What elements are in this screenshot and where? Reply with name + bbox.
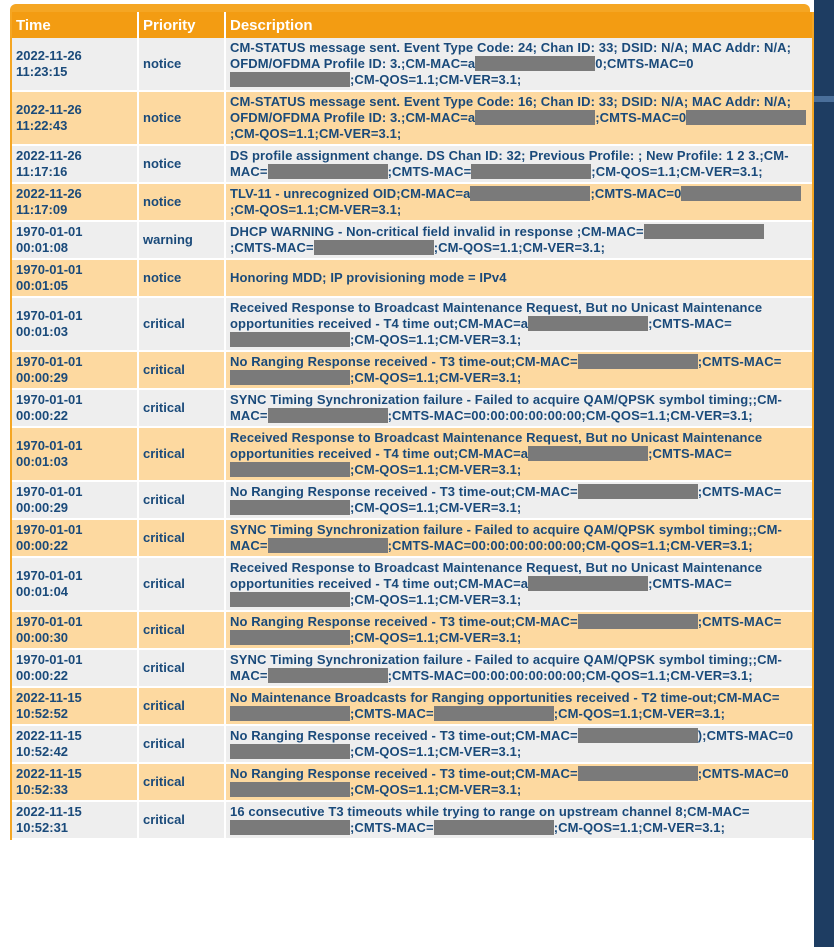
- table-row: [12, 146, 812, 184]
- cell-priority: notice: [139, 184, 226, 222]
- table-header-row: [12, 12, 812, 38]
- redacted-mac: [528, 316, 648, 331]
- cell-time: 1970-01-01 00:01:04: [12, 558, 139, 612]
- cell-description: SYNC Timing Synchronization failure - Failed to acquire QAM/QPSK symbol timing;;CM-MAC= ;CMTS-MAC=00:00:00:00:00:00;CM-QOS=1.1;CM-VER=3.1;: [226, 650, 812, 688]
- cell-time: 1970-01-01 00:00:22: [12, 390, 139, 428]
- table-row: [12, 764, 812, 802]
- cell-time: 2022-11-15 10:52:33: [12, 764, 139, 802]
- table-row: [12, 612, 812, 650]
- redacted-mac: [230, 744, 350, 759]
- cell-time: 2022-11-15 10:52:42: [12, 726, 139, 764]
- table-row: [12, 428, 812, 482]
- table-row: [12, 482, 812, 520]
- cell-description: No Ranging Response received - T3 time-out;CM-MAC= ;CMTS-MAC=;CM-QOS=1.1;CM-VER=3.1;: [226, 482, 812, 520]
- cell-priority: critical: [139, 390, 226, 428]
- cell-time: 1970-01-01 00:00:22: [12, 520, 139, 558]
- redacted-mac: [268, 538, 388, 553]
- redacted-mac: [681, 186, 801, 201]
- cell-time: 1970-01-01 00:01:03: [12, 428, 139, 482]
- table-row: [12, 352, 812, 390]
- cell-time: 1970-01-01 00:00:30: [12, 612, 139, 650]
- cell-priority: notice: [139, 260, 226, 298]
- redacted-mac: [230, 72, 350, 87]
- table-row: [12, 802, 812, 840]
- redacted-mac: [230, 462, 350, 477]
- table-row: [12, 260, 812, 298]
- redacted-mac: [578, 766, 698, 781]
- table-row: [12, 650, 812, 688]
- cell-description: CM-STATUS message sent. Event Type Code: 16; Chan ID: 33; DSID: N/A; MAC Addr: N/A; OFDM/OFDMA Profile ID: 3.;CM-MAC=a ;CMTS-MAC=0;CM-QOS=1.1;CM-VER=3.1;: [226, 92, 812, 146]
- table-row: [12, 390, 812, 428]
- table-row: [12, 558, 812, 612]
- redacted-mac: [268, 164, 388, 179]
- redacted-mac: [230, 592, 350, 607]
- cell-priority: critical: [139, 612, 226, 650]
- cell-priority: critical: [139, 764, 226, 802]
- cell-priority: critical: [139, 428, 226, 482]
- redacted-mac: [471, 164, 591, 179]
- table-row: [12, 38, 812, 92]
- redacted-mac: [578, 728, 698, 743]
- redacted-mac: [578, 614, 698, 629]
- cell-priority: critical: [139, 688, 226, 726]
- cell-time: 1970-01-01 00:01:08: [12, 222, 139, 260]
- redacted-mac: [475, 56, 595, 71]
- table-body: [12, 38, 812, 840]
- redacted-mac: [434, 820, 554, 835]
- table-row: [12, 688, 812, 726]
- cell-description: DHCP WARNING - Non-critical field invalid in response ;CM-MAC=;CMTS-MAC= ;CM-QOS=1.1;CM-VER=3.1;: [226, 222, 812, 260]
- redacted-mac: [268, 408, 388, 423]
- redacted-mac: [528, 446, 648, 461]
- redacted-mac: [230, 500, 350, 515]
- redacted-mac: [686, 110, 806, 125]
- redacted-mac: [230, 630, 350, 645]
- redacted-mac: [475, 110, 595, 125]
- cell-priority: critical: [139, 482, 226, 520]
- cell-description: DS profile assignment change. DS Chan ID: 32; Previous Profile: ; New Profile: 1 2 3.;CM-MAC= ;CMTS-MAC= ;CM-QOS=1.1;CM-VER=3.1;: [226, 146, 812, 184]
- cell-priority: critical: [139, 520, 226, 558]
- cell-description: No Maintenance Broadcasts for Ranging opportunities received - T2 time-out;CM-MAC=;CMTS-MAC= ;CM-QOS=1.1;CM-VER=3.1;: [226, 688, 812, 726]
- cell-priority: notice: [139, 92, 226, 146]
- cell-priority: critical: [139, 298, 226, 352]
- redacted-mac: [578, 484, 698, 499]
- cell-priority: critical: [139, 650, 226, 688]
- cell-priority: notice: [139, 38, 226, 92]
- cell-description: Received Response to Broadcast Maintenance Request, But no Unicast Maintenance opportunities received - T4 time out;CM-MAC=a ;CMTS-MAC=;CM-QOS=1.1;CM-VER=3.1;: [226, 558, 812, 612]
- cell-time: 1970-01-01 00:00:29: [12, 352, 139, 390]
- table-row: [12, 222, 812, 260]
- cell-description: No Ranging Response received - T3 time-out;CM-MAC= ;CMTS-MAC=;CM-QOS=1.1;CM-VER=3.1;: [226, 352, 812, 390]
- cell-time: 2022-11-15 10:52:52: [12, 688, 139, 726]
- cell-description: SYNC Timing Synchronization failure - Failed to acquire QAM/QPSK symbol timing;;CM-MAC= ;CMTS-MAC=00:00:00:00:00:00;CM-QOS=1.1;CM-VER=3.1;: [226, 390, 812, 428]
- cell-time: 1970-01-01 00:00:29: [12, 482, 139, 520]
- cell-priority: critical: [139, 558, 226, 612]
- cell-priority: critical: [139, 726, 226, 764]
- redacted-mac: [578, 354, 698, 369]
- redacted-mac: [528, 576, 648, 591]
- column-header-priority: Priority: [139, 12, 226, 38]
- redacted-mac: [230, 370, 350, 385]
- table-row: [12, 184, 812, 222]
- cell-description: No Ranging Response received - T3 time-out;CM-MAC= ;CMTS-MAC=;CM-QOS=1.1;CM-VER=3.1;: [226, 612, 812, 650]
- cell-time: 2022-11-26 11:23:15: [12, 38, 139, 92]
- cell-description: No Ranging Response received - T3 time-out;CM-MAC= );CMTS-MAC=0;CM-QOS=1.1;CM-VER=3.1;: [226, 726, 812, 764]
- redacted-mac: [230, 706, 350, 721]
- cell-time: 1970-01-01 00:01:05: [12, 260, 139, 298]
- cell-time: 1970-01-01 00:01:03: [12, 298, 139, 352]
- table-row: [12, 726, 812, 764]
- table-row: [12, 92, 812, 146]
- cell-description: CM-STATUS message sent. Event Type Code: 24; Chan ID: 33; DSID: N/A; MAC Addr: N/A; OFDM/OFDMA Profile ID: 3.;CM-MAC=a 0;CMTS-MAC=0;CM-QOS=1.1;CM-VER=3.1;: [226, 38, 812, 92]
- cell-time: 2022-11-26 11:22:43: [12, 92, 139, 146]
- cell-description: No Ranging Response received - T3 time-out;CM-MAC= ;CMTS-MAC=0;CM-QOS=1.1;CM-VER=3.1;: [226, 764, 812, 802]
- column-header-description: Description: [226, 12, 812, 38]
- cell-time: 2022-11-26 11:17:16: [12, 146, 139, 184]
- page-background-edge: [814, 0, 834, 947]
- cell-description: SYNC Timing Synchronization failure - Failed to acquire QAM/QPSK symbol timing;;CM-MAC= ;CMTS-MAC=00:00:00:00:00:00;CM-QOS=1.1;CM-VER=3.1;: [226, 520, 812, 558]
- redacted-mac: [314, 240, 434, 255]
- cell-time: 1970-01-01 00:00:22: [12, 650, 139, 688]
- redacted-mac: [230, 820, 350, 835]
- cell-description: Received Response to Broadcast Maintenance Request, But no Unicast Maintenance opportunities received - T4 time out;CM-MAC=a ;CMTS-MAC=;CM-QOS=1.1;CM-VER=3.1;: [226, 428, 812, 482]
- cell-description: Honoring MDD; IP provisioning mode = IPv4: [226, 260, 812, 298]
- cell-priority: warning: [139, 222, 226, 260]
- cell-priority: notice: [139, 146, 226, 184]
- table-row: [12, 298, 812, 352]
- table-row: [12, 520, 812, 558]
- cell-priority: critical: [139, 802, 226, 840]
- redacted-mac: [644, 224, 764, 239]
- cell-time: 2022-11-15 10:52:31: [12, 802, 139, 840]
- cell-time: 2022-11-26 11:17:09: [12, 184, 139, 222]
- redacted-mac: [470, 186, 590, 201]
- redacted-mac: [268, 668, 388, 683]
- redacted-mac: [230, 782, 350, 797]
- cell-description: Received Response to Broadcast Maintenance Request, But no Unicast Maintenance opportunities received - T4 time out;CM-MAC=a ;CMTS-MAC=;CM-QOS=1.1;CM-VER=3.1;: [226, 298, 812, 352]
- event-log-table: [10, 12, 814, 840]
- column-header-time: Time: [12, 12, 139, 38]
- cell-description: TLV-11 - unrecognized OID;CM-MAC=a ;CMTS-MAC=0;CM-QOS=1.1;CM-VER=3.1;: [226, 184, 812, 222]
- redacted-mac: [230, 332, 350, 347]
- cell-description: 16 consecutive T3 timeouts while trying to range on upstream channel 8;CM-MAC=;CMTS-MAC= ;CM-QOS=1.1;CM-VER=3.1;: [226, 802, 812, 840]
- cell-priority: critical: [139, 352, 226, 390]
- redacted-mac: [434, 706, 554, 721]
